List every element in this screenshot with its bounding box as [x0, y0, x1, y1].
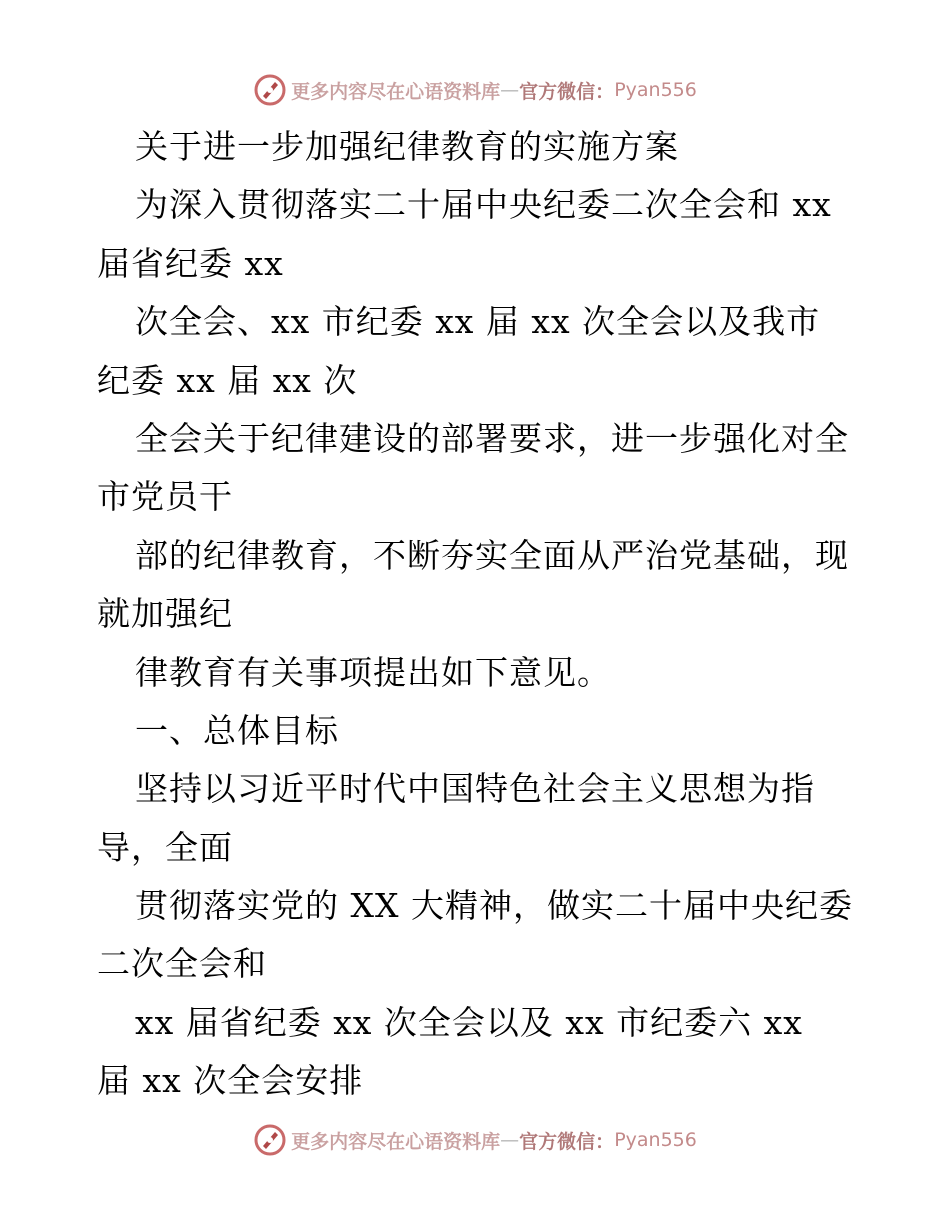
document-line: 就加强纪	[97, 594, 233, 634]
document-line: 届 xx 次全会安排	[97, 1061, 364, 1101]
banner-wechat-id: Pyan556	[614, 79, 697, 101]
banner-official-label: 官方微信：	[519, 80, 615, 103]
brand-logo-icon	[253, 73, 287, 107]
banner-main-text: 更多内容尽在心语资料库	[291, 1130, 501, 1153]
banner-official-label: 官方微信：	[519, 1130, 615, 1153]
document-line: 一、总体目标	[135, 710, 339, 750]
document-line: 部的纪律教育，不断夯实全面从严治党基础，现	[135, 535, 849, 575]
banner-dash: —	[500, 1129, 520, 1151]
footer-banner	[0, 1120, 950, 1160]
document-line: 全会关于纪律建设的部署要求，进一步强化对全	[135, 418, 849, 458]
document-line: 市党员干	[97, 477, 233, 517]
document-line: 坚持以习近平时代中国特色社会主义思想为指	[135, 769, 815, 809]
banner-wechat-id: Pyan556	[614, 1129, 697, 1151]
document-line: 导，全面	[97, 827, 233, 867]
document-line: 为深入贯彻落实二十届中央纪委二次全会和 xx	[135, 185, 832, 225]
document-line: 届省纪委 xx	[97, 243, 284, 283]
document-line: 关于进一步加强纪律教育的实施方案	[135, 127, 679, 166]
document-line: 次全会、xx 市纪委 xx 届 xx 次全会以及我市	[135, 302, 821, 342]
banner-main-text: 更多内容尽在心语资料库	[291, 80, 501, 103]
document-body	[97, 118, 857, 1111]
brand-logo-icon	[253, 1123, 287, 1157]
document-line: 纪委 xx 届 xx 次	[97, 360, 358, 400]
banner-dash: —	[500, 79, 520, 101]
document-line: 律教育有关事项提出如下意见。	[135, 652, 611, 692]
document-line: xx 届省纪委 xx 次全会以及 xx 市纪委六 xx	[135, 1002, 803, 1042]
document-line: 贯彻落实党的 XX 大精神，做实二十届中央纪委	[135, 886, 853, 926]
document-line: 二次全会和	[97, 944, 267, 984]
header-banner	[0, 70, 950, 110]
